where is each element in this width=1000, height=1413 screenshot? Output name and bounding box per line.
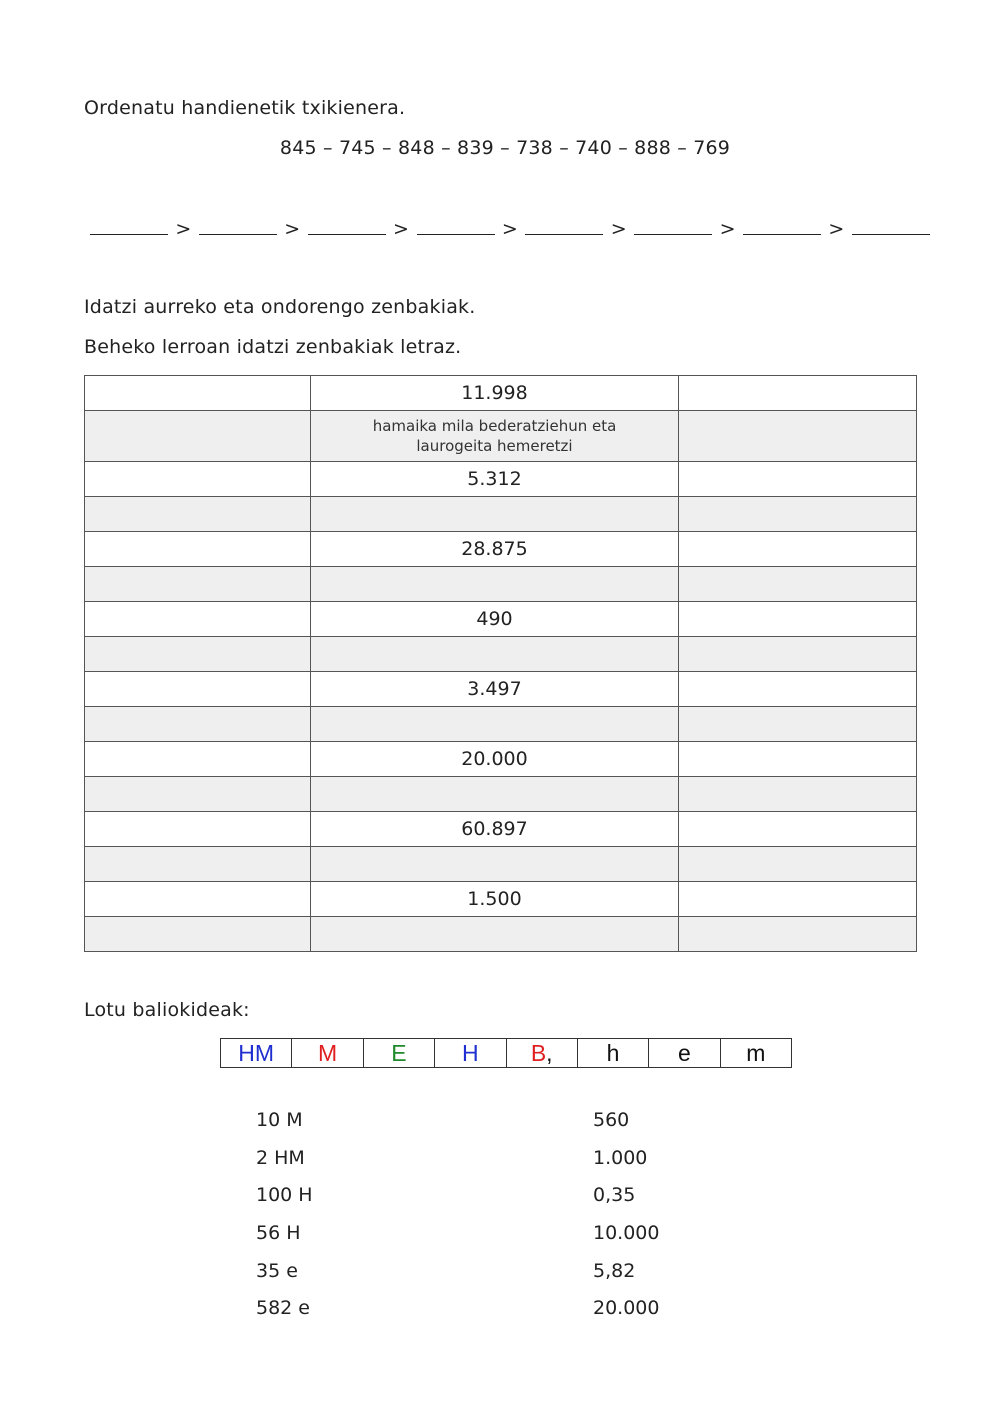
after-words-cell[interactable] [679,411,917,462]
order-instruction: Ordenatu handienetik txikienera. [84,97,406,119]
before-words-cell[interactable] [85,497,311,532]
unit-label: m [746,1039,766,1066]
place-value-units-table [220,1038,792,1068]
table-row [85,411,917,462]
example-words-line-2: laurogeita hemeretzi [416,437,573,455]
after-cell[interactable] [679,672,917,707]
unit-label: h [606,1039,620,1066]
after-words-cell[interactable] [679,707,917,742]
greater-than-sign: > [610,218,627,240]
table-row [85,637,917,672]
answer-blank-5[interactable] [525,214,603,235]
number-cell: 60.897 [311,812,679,847]
match-left-item[interactable]: 2 HM [256,1147,305,1169]
before-words-cell[interactable] [85,707,311,742]
match-instruction: Lotu baliokideak: [84,999,250,1021]
after-words-cell[interactable] [679,777,917,812]
number-cell: 5.312 [311,462,679,497]
answer-blank-7[interactable] [743,214,821,235]
unit-cell-hm [221,1039,292,1068]
unit-cell-b [506,1039,577,1068]
greater-than-sign: > [501,218,519,240]
words-cell[interactable] [311,497,679,532]
unit-label: B [530,1039,547,1066]
before-words-cell[interactable] [85,637,311,672]
decimal-comma: , [546,1039,553,1066]
before-cell[interactable] [85,672,311,707]
match-right-item[interactable]: 0,35 [593,1184,636,1206]
before-cell[interactable] [85,742,311,777]
words-cell[interactable] [311,567,679,602]
greater-than-sign: > [175,218,192,240]
table-row [85,462,917,497]
match-left-item[interactable]: 10 M [256,1109,303,1131]
match-right-item[interactable]: 560 [593,1109,630,1131]
number-cell: 28.875 [311,532,679,567]
before-cell[interactable] [85,882,311,917]
greater-than-sign: > [719,218,736,240]
greater-than-sign: > [828,218,845,240]
before-cell[interactable] [85,376,311,411]
match-right-item[interactable]: 1.000 [593,1147,648,1169]
number-cell: 11.998 [311,376,679,411]
answer-blank-2[interactable] [199,214,277,235]
match-left-item[interactable]: 56 H [256,1222,301,1244]
unit-cell-h [435,1039,506,1068]
answer-blank-1[interactable] [90,214,168,235]
before-words-cell[interactable] [85,567,311,602]
after-cell[interactable] [679,882,917,917]
match-left-item[interactable]: 35 e [256,1260,298,1282]
words-cell[interactable] [311,637,679,672]
before-words-cell[interactable] [85,777,311,812]
unit-label: e [678,1039,691,1066]
before-cell[interactable] [85,602,311,637]
table-row [85,567,917,602]
unit-cell-h-lower [577,1039,648,1068]
table-row [85,376,917,411]
before-cell[interactable] [85,812,311,847]
neighbors-instruction: Idatzi aurreko eta ondorengo zenbakiak. [84,296,476,318]
table-row [85,917,917,952]
table-row [85,602,917,637]
before-cell[interactable] [85,532,311,567]
after-words-cell[interactable] [679,917,917,952]
number-cell: 3.497 [311,672,679,707]
words-cell[interactable] [311,707,679,742]
answer-blank-6[interactable] [634,214,712,235]
table-row [85,497,917,532]
unit-cell-e-lower [649,1039,720,1068]
unit-cell-m [292,1039,363,1068]
match-right-item[interactable]: 5,82 [593,1260,636,1282]
match-right-item[interactable]: 20.000 [593,1297,660,1319]
after-words-cell[interactable] [679,637,917,672]
table-row [85,532,917,567]
unit-cell-m-lower [720,1039,791,1068]
words-cell[interactable] [311,777,679,812]
after-words-cell[interactable] [679,847,917,882]
units-row [221,1039,792,1068]
number-cell: 20.000 [311,742,679,777]
table-row [85,742,917,777]
example-words-line-1: hamaika mila bederatziehun eta [372,417,617,435]
table-row [85,812,917,847]
table-row [85,777,917,812]
greater-than-sign: > [393,218,410,240]
before-words-cell[interactable] [85,917,311,952]
after-cell[interactable] [679,376,917,411]
answer-blank-3[interactable] [308,214,386,235]
after-cell[interactable] [679,532,917,567]
match-right-item[interactable]: 10.000 [593,1222,660,1244]
match-left-item[interactable]: 100 H [256,1184,313,1206]
unit-label: HM [238,1039,275,1066]
table-row [85,882,917,917]
unit-cell-e [363,1039,434,1068]
numbers-table [84,375,917,952]
after-cell[interactable] [679,742,917,777]
before-cell[interactable] [85,462,311,497]
after-words-cell[interactable] [679,567,917,602]
before-words-cell[interactable] [85,411,311,462]
number-cell: 490 [311,602,679,637]
words-instruction: Beheko lerroan idatzi zenbakiak letraz. [84,336,462,358]
number-cell: 1.500 [311,882,679,917]
after-cell[interactable] [679,812,917,847]
after-cell[interactable] [679,462,917,497]
unit-label: H [462,1039,479,1066]
table-row [85,707,917,742]
table-row [85,672,917,707]
match-left-item[interactable]: 582 e [256,1297,310,1319]
order-answer-line [90,214,930,241]
unit-label: M [317,1039,338,1066]
words-cell[interactable] [311,917,679,952]
answer-blank-4[interactable] [417,214,495,235]
after-cell[interactable] [679,602,917,637]
answer-blank-8[interactable] [852,214,930,235]
unit-label: E [391,1039,407,1066]
number-sequence: 845 – 745 – 848 – 839 – 738 – 740 – 888 – 769 [279,137,731,159]
table-row [85,847,917,882]
before-words-cell[interactable] [85,847,311,882]
greater-than-sign: > [284,218,301,240]
words-cell[interactable] [311,847,679,882]
after-words-cell[interactable] [679,497,917,532]
words-cell [311,411,679,462]
